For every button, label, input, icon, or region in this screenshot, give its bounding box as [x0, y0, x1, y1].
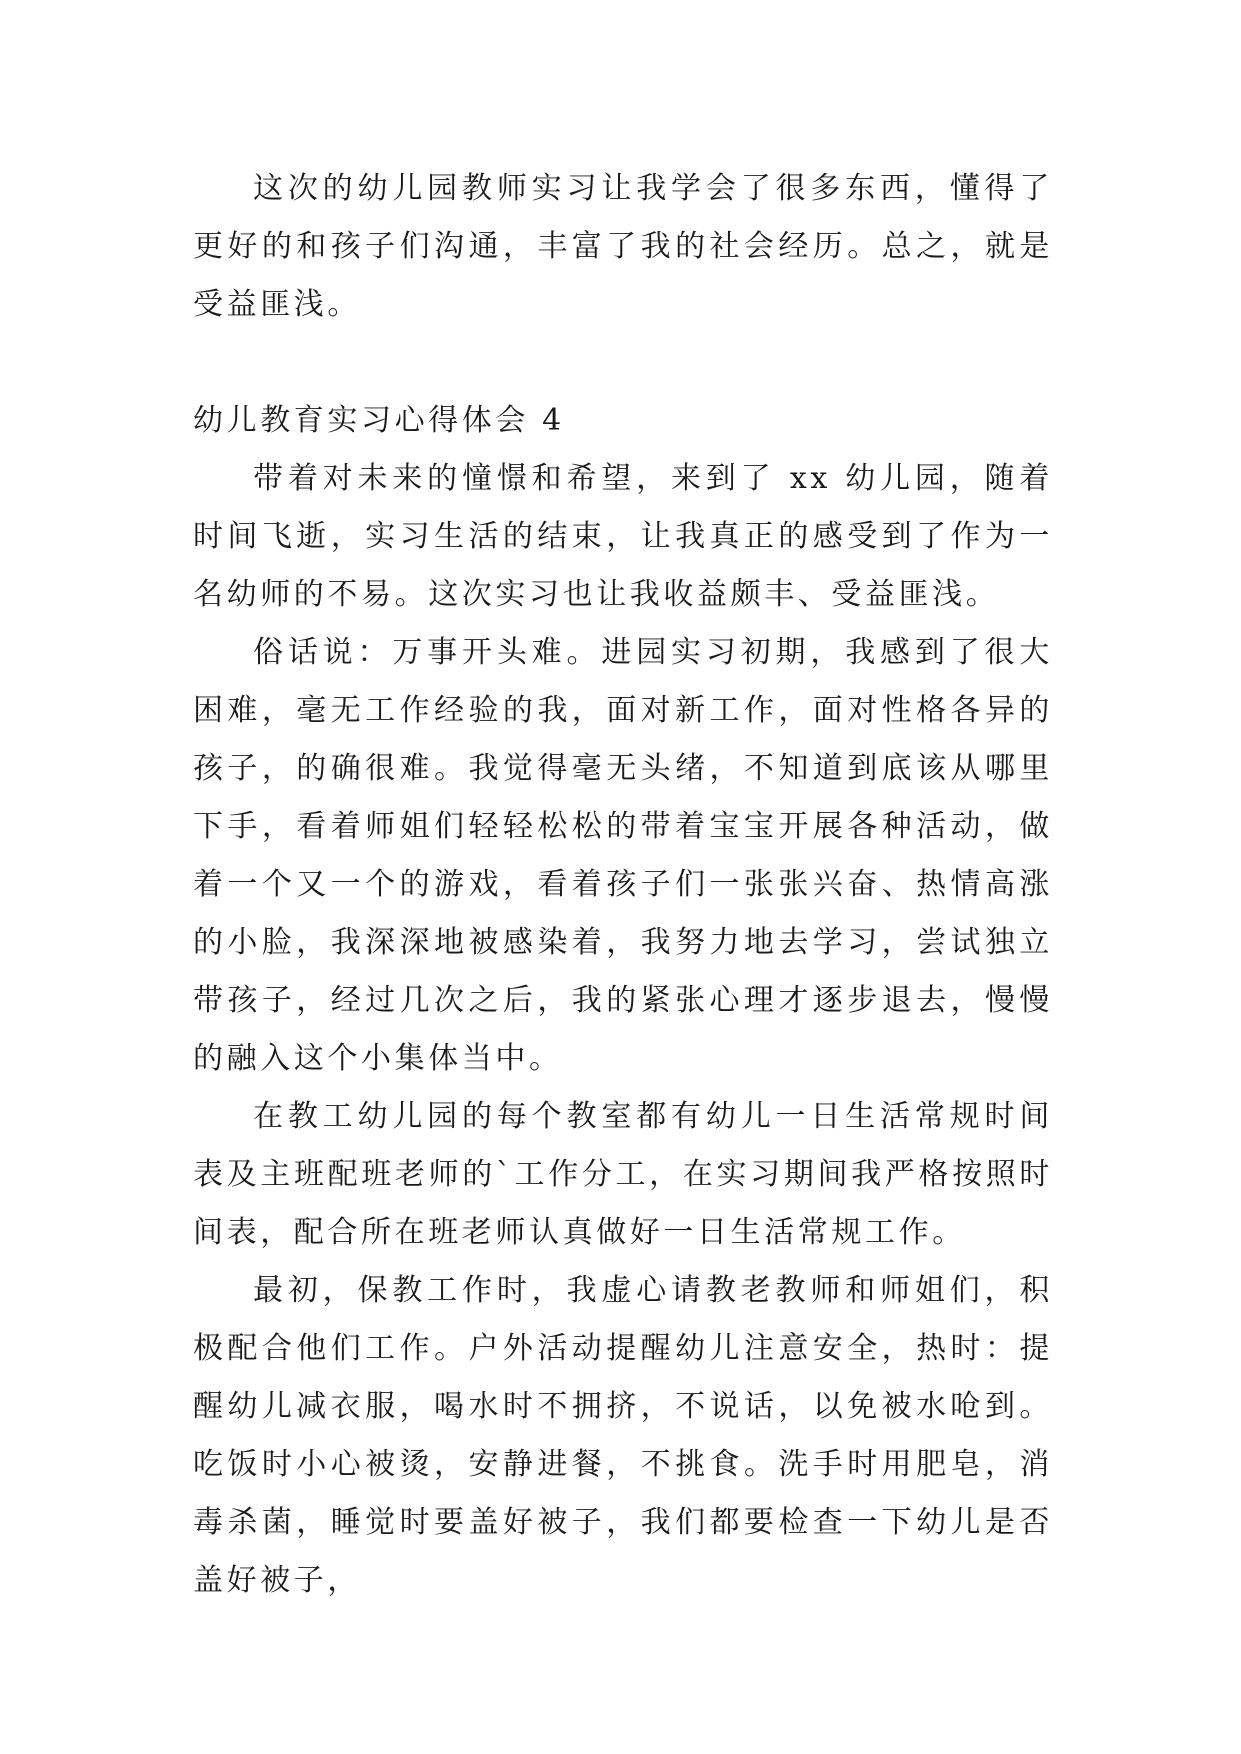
- paragraph-2: 俗话说：万事开头难。进园实习初期，我感到了很大困难，毫无工作经验的我，面对新工作，面对性格各异的孩子，的确很难。我觉得毫无头绪，不知道到底该从哪里下手，看着师姐们轻轻松松的带着宝宝开展各种活动，做着一个又一个的游戏，看着孩子们一张张兴奋、热情高涨的小脸，我深深地被感染着，我努力地去学习，尝试独立带孩子，经过几次之后，我的紧张心理才逐步退去，慢慢的融入这个小集体当中。: [193, 635, 1053, 1076]
- document-body: [193, 160, 1053, 1610]
- section-heading: 幼儿教育实习心得体会 4: [193, 403, 565, 438]
- paragraph-4: 最初，保教工作时，我虚心请教老教师和师姐们，积极配合他们工作。户外活动提醒幼儿注意安全，热时：提醒幼儿减衣服，喝水时不拥挤，不说话，以免被水呛到。吃饭时小心被烫，安静进餐，不挑食。洗手时用肥皂，消毒杀菌，睡觉时要盖好被子，我们都要检查一下幼儿是否盖好被子，: [193, 1273, 1053, 1598]
- intro-paragraph: 这次的幼儿园教师实习让我学会了很多东西，懂得了更好的和孩子们沟通，丰富了我的社会经历。总之，就是受益匪浅。: [193, 171, 1053, 322]
- paragraph-3: 在教工幼儿园的每个教室都有幼儿一日生活常规时间表及主班配班老师的`工作分工，在实习期间我严格按照时间表，配合所在班老师认真做好一日生活常规工作。: [193, 1099, 1053, 1250]
- paragraph-1: 带着对未来的憧憬和希望，来到了 xx 幼儿园，随着时间飞逝，实习生活的结束，让我真正的感受到了作为一名幼师的不易。这次实习也让我收益颇丰、受益匪浅。: [193, 461, 1053, 612]
